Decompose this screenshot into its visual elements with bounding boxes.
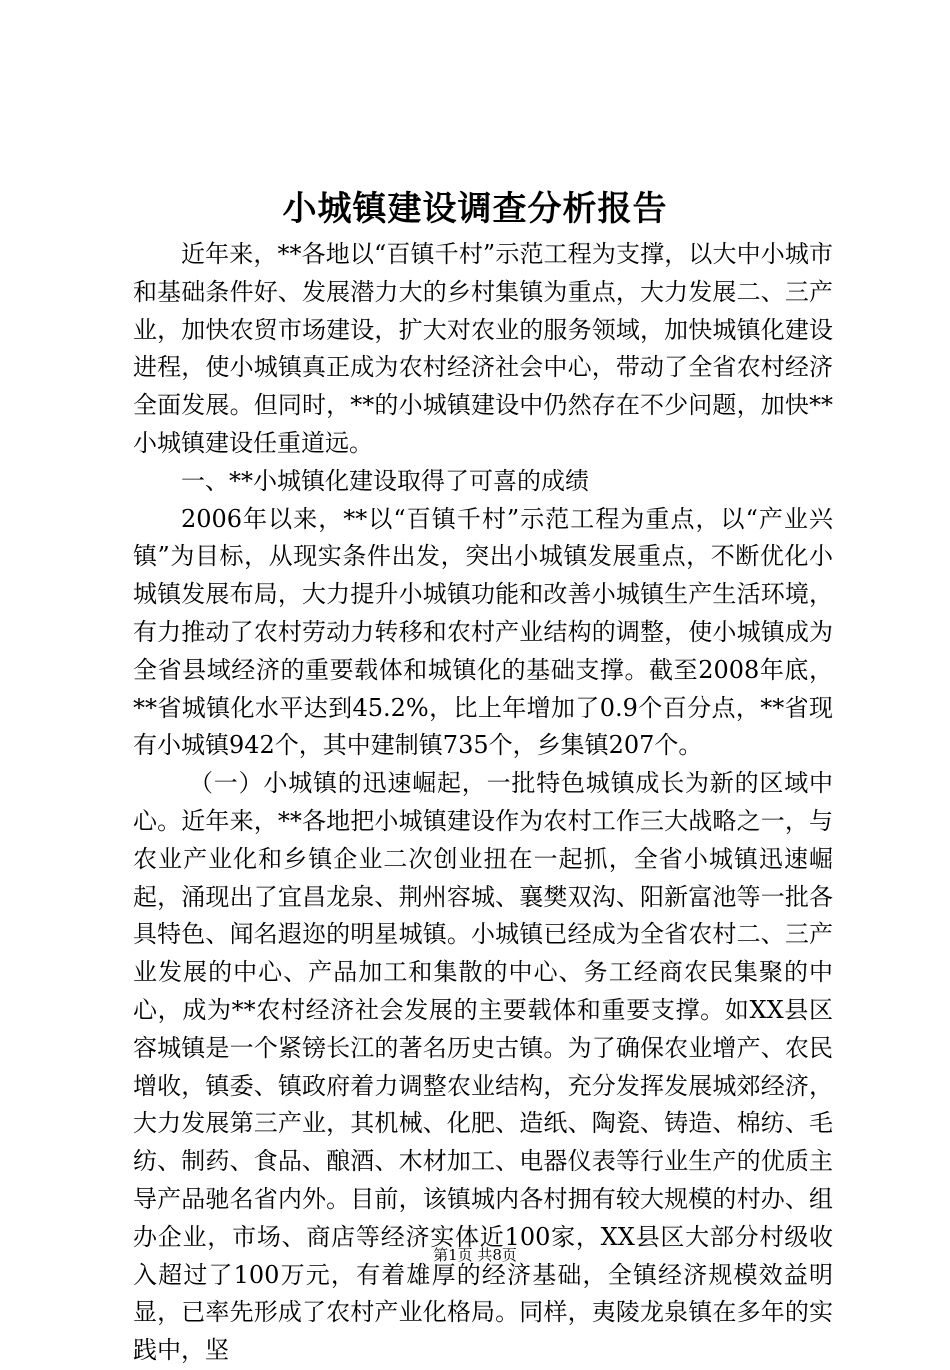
paragraph-intro: 近年来，**各地以“百镇千村”示范工程为支撑，以大中小城市和基础条件好、发展潜力大的乡村集镇为重点，大力发展二、三产业，加快农贸市场建设，扩大对农业的服务领域，加快城镇化建设进程，使小城镇真正成为农村经济社会中心，带动了全省农村经济全面发展。但同时，**的小城镇建设中仍然存在不少问题，加快**小城镇建设任重道远。 xyxy=(133,240,833,457)
section-heading-1: 一、**小城镇化建设取得了可喜的成绩 xyxy=(181,466,589,495)
paragraph-subsection-1: （一）小城镇的迅速崛起，一批特色城镇成长为新的区域中心。近年来，**各地把小城镇建设作为农村工作三大战略之一，与农业产业化和乡镇企业二次创业扭在一起抓，全省小城镇迅速崛起，涌现出了宜昌龙泉、荆州容城、襄樊双沟、阳新富池等一批各具特色、闻名遐迩的明星城镇。小城镇已经成为全省农村二、三产业发展的中心、产品加工和集散的中心、务工经商农民集聚的中心，成为**农村经济社会发展的主要载体和重要支撑。如XX县区容城镇是一个紧镑长江的著名历史古镇。为了确保农业增产、农民增收，镇委、镇政府着力调整农业结构，充分发挥发展城郊经济，大力发展第三产业，其机械、化肥、造纸、陶瓷、铸造、棉纺、毛纺、制药、食品、酿酒、木材加工、电器仪表等行业生产的优质主导产品驰名省内外。目前，该镇城内各村拥有较大规模的村办、组办企业，市场、商店等经济实体近100家，XX县区大部分村级收入超过了100万元，有着雄厚的经济基础，全镇经济规模效益明显，已率先形成了农村产业化格局。同样，夷陵龙泉镇在多年的实践中，坚 xyxy=(133,769,833,1365)
paragraph-achievements: 2006年以来，**以“百镇千村”示范工程为重点，以“产业兴镇”为目标，从现实条件出发，突出小城镇发展重点，不断优化小城镇发展布局，大力提升小城镇功能和改善小城镇生产生活环境，有力推动了农村劳动力转移和农村产业结构的调整，使小城镇成为全省县域经济的重要载体和城镇化的基础支撑。截至2008年底，**省城镇化水平达到45.2%，比上年增加了0.9个百分点，**省现有小城镇942个，其中建制镇735个，乡集镇207个。 xyxy=(133,504,833,760)
document-body xyxy=(133,236,833,1370)
page-footer: 第1页 共8页 xyxy=(433,1246,517,1264)
document-title: 小城镇建设调查分析报告 xyxy=(282,189,668,229)
